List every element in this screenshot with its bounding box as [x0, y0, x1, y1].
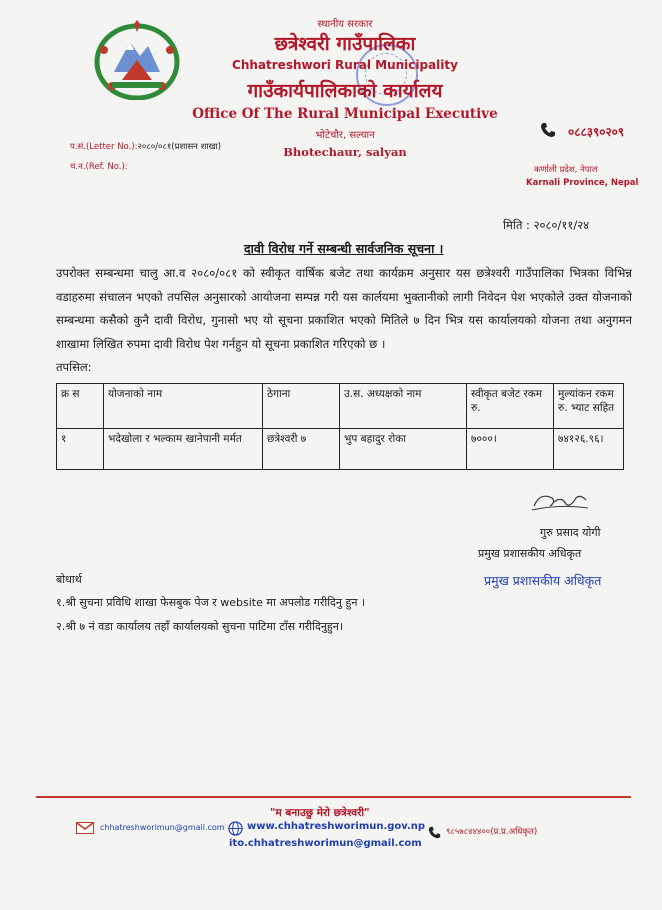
table-cell: छत्रेश्वरी ७ [263, 429, 340, 470]
gov-level: स्थानीय सरकार [317, 19, 373, 30]
notice-date: मिति : २०८०/११/२४ [503, 218, 590, 232]
footer-email-ito: ito.chhatreshworimun@gmail.com [229, 838, 422, 849]
cc-item: २.श्री ७ नं वडा कार्यालय तहाँ कार्यालयको सुचना पाटिमा टाँस गरीदिनुहुन। [56, 620, 344, 633]
address-en: Bhotechaur, salyan [283, 145, 407, 159]
office-name-np: गाउँकार्यपालिकाको कार्यालय [247, 80, 443, 102]
letter-no-label: प.सं.(Letter No.): [70, 142, 138, 152]
footer-mobile: ९८५७८४४४००(प्र.प्र.अधिकृत) [446, 827, 538, 837]
notice-body: उपरोक्त सम्बन्धमा चालु आ.व २०८०/०८१ को स्वीकृत वार्षिक बजेट तथा कार्यक्रम अनुसार यस छत्रेश्वरी गाउँपालिका भित्रका विभिन्न वडाहरुमा संचालन भएको तपसिल अनुसारको आयोजना सम्पन्न गरी यस कार्लयमा भुक्तानीको लागी निवेदन पेश भएकोले उक्त योजनाको सम्बन्धमा कसैको कुनै दावी विरोध, गुनासो भए यो सूचना प्रकाशित भएको मितिले ७ दिन भित्र यस कार्यालयको योजना तथा अनुगमन शाखामा लिखित रुपमा दावी विरोध पेश गर्नहुन यो सूचना प्रकाशित गरिएको छ । [56, 266, 632, 351]
signatory-title: प्रमुख प्रशासकीय अधिकृत [478, 547, 582, 560]
table-header: स्वीकृत बजेट रकम रु. [467, 384, 554, 429]
office-phone: ०८८३९०२०९ [568, 125, 625, 139]
table-header: योजनाको नाम [104, 384, 263, 429]
letter-no-value: २०८०/०८१(प्रशासन शाखा) [137, 142, 222, 152]
table-header: ठेगाना [263, 384, 340, 429]
office-name-en: Office Of The Rural Municipal Executive [192, 106, 498, 122]
mobile-icon [428, 826, 441, 839]
phone-icon [540, 122, 556, 138]
table-row [57, 429, 624, 470]
notice-title: दावी विरोध गर्ने सम्बन्धी सार्वजनिक सूचना । [244, 241, 444, 256]
table-header: क्र स [57, 384, 104, 429]
globe-icon [228, 821, 243, 836]
table-cell: भुप बहादुर रोका [340, 429, 467, 470]
table-cell: भदेखोला र भल्काम खानेपानी मर्मत [104, 429, 263, 470]
table-cell: १ [57, 429, 104, 470]
footer-divider [36, 796, 631, 798]
stamp-text: प्रमुख प्रशासकीय अधिकृत [484, 573, 602, 588]
province-en: Karnali Province, Nepal [526, 178, 639, 188]
project-table [56, 383, 624, 470]
cc-label: बोधार्थ [56, 573, 82, 586]
municipality-name-np: छत्रेश्वरी गाउँपालिका [274, 33, 416, 55]
table-header-row [57, 384, 624, 429]
footer-slogan: "म बनाउछु मेरो छत्रेश्वरी" [270, 807, 370, 819]
tapsil-label: तपसिल: [56, 360, 92, 374]
handwritten-signature [530, 488, 590, 514]
address-np: भोटेचौर, सल्यान [315, 130, 375, 141]
letter-no [70, 141, 221, 152]
province-np: कर्णाली प्रदेश, नेपाल [534, 165, 598, 175]
table-cell: ७४१२६.९६। [554, 429, 624, 470]
table-header: मुल्यांकन रकम रु. भ्याट सहित [554, 384, 624, 429]
gmail-icon [76, 822, 94, 834]
signatory-name: गुरु प्रसाद योगी [540, 526, 601, 539]
cc-item: १.श्री सुचना प्रविधि शाखा फेसबुक पेज र website मा अपलोड गरीदिनु हुन । [56, 596, 366, 609]
nepal-emblem-icon [92, 20, 182, 100]
municipality-name-en: Chhatreshwori Rural Municipality [232, 58, 458, 72]
table-cell: ७०००। [467, 429, 554, 470]
footer-website: www.chhatreshworimun.gov.np [247, 821, 426, 832]
ref-no-label: च.न.(Ref. No.): [70, 162, 128, 172]
table-header: उ.स. अध्यक्षको नाम [340, 384, 467, 429]
footer-email: chhatreshworimun@gmail.com [100, 823, 225, 832]
